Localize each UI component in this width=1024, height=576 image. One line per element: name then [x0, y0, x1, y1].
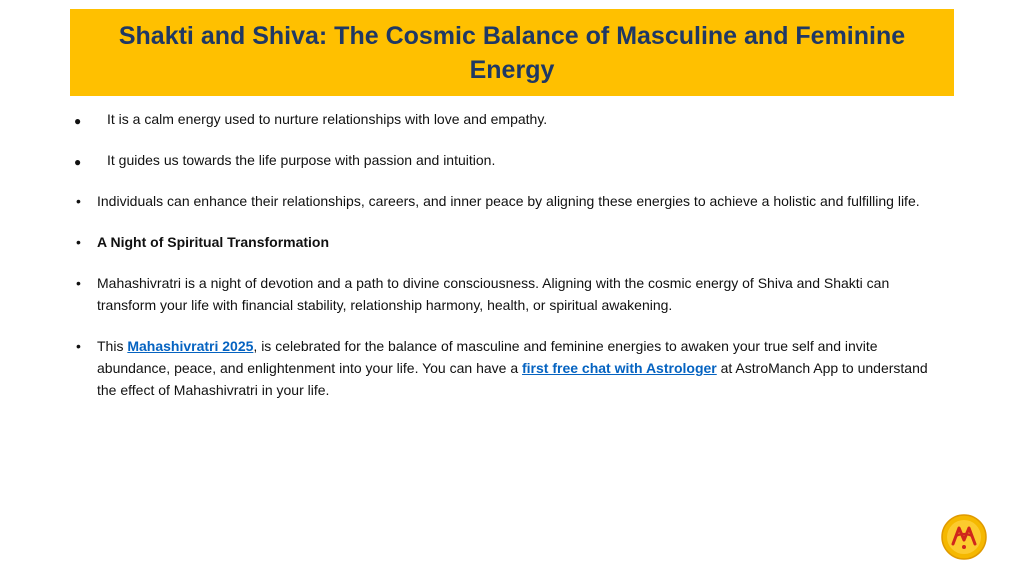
text-segment: This: [97, 338, 128, 354]
text-segment: at AstroManch App to understand the effect of Mahashivratri in your life.: [97, 360, 928, 398]
bullet-icon: ●: [74, 114, 82, 128]
list-item-text: [97, 338, 928, 398]
bullet-icon: •: [76, 234, 81, 250]
list-item: [72, 108, 942, 130]
slide-content: [72, 108, 942, 420]
text-segment: , is celebrated for the balance of masculine and feminine energies to awaken your true self and invite abundance, peace, and enlightenment into your life. You can have a: [97, 338, 878, 376]
bullet-icon: ●: [74, 155, 82, 169]
page-title: Shakti and Shiva: The Cosmic Balance of Masculine and Feminine Energy: [118, 21, 906, 84]
list-item-text: It is a calm energy used to nurture relationships with love and empathy.: [107, 111, 548, 127]
list-item-text: It guides us towards the life purpose with passion and intuition.: [107, 152, 496, 168]
list-item: [72, 272, 942, 316]
bullet-list: [72, 108, 942, 401]
bullet-icon: •: [76, 338, 81, 354]
astromanch-logo-icon: [941, 514, 987, 560]
list-item: [72, 190, 942, 212]
list-item-text: Individuals can enhance their relationships, careers, and inner peace by aligning these energies to achieve a holistic and fulfilling life.: [97, 193, 920, 209]
free-chat-astrologer-link[interactable]: first free chat with Astrologer: [522, 360, 717, 376]
bullet-icon: •: [76, 193, 81, 209]
title-band: [70, 9, 954, 96]
list-item: [72, 231, 942, 253]
bullet-icon: •: [76, 275, 81, 291]
list-item: [72, 149, 942, 171]
section-heading: A Night of Spiritual Transformation: [97, 234, 330, 250]
list-item-text: Mahashivratri is a night of devotion and a path to divine consciousness. Aligning with the cosmic energy of Shiva and Shakti can transform your life with financial stability, relationship harmony, health, or spiritual awakening.: [97, 275, 890, 313]
list-item: [72, 335, 942, 401]
mahashivratri-2025-link[interactable]: Mahashivratri 2025: [127, 338, 254, 354]
